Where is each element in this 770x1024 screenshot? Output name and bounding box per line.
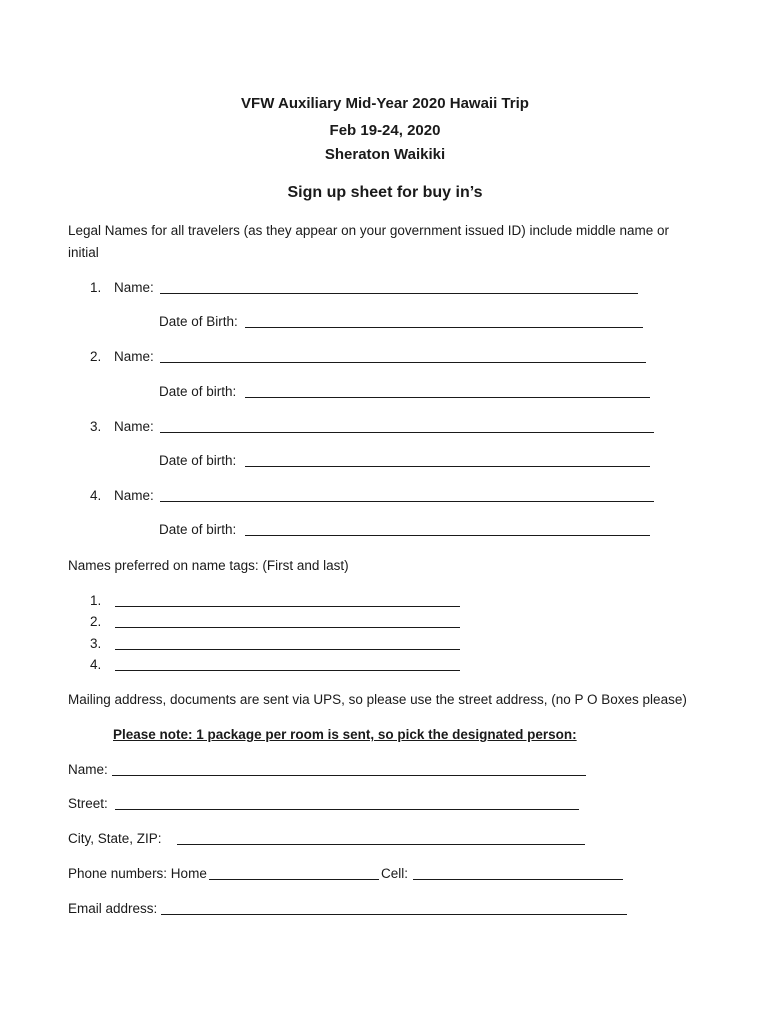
traveler-2-name-field[interactable] [160, 362, 646, 363]
traveler-1-dob-field[interactable] [245, 327, 643, 328]
name-tags-label: Names preferred on name tags: (First and last) [68, 558, 349, 573]
traveler-3-name-label: Name: [114, 419, 154, 434]
title-line-3: Sheraton Waikiki [324, 146, 446, 163]
traveler-1-name-label: Name: [114, 280, 154, 295]
traveler-2-name-label: Name: [114, 349, 154, 364]
subtitle: Sign up sheet for buy in’s [287, 184, 483, 201]
traveler-2-number: 2. [90, 349, 102, 364]
phone-cell-field[interactable] [413, 879, 623, 880]
intro-line-2: initial [68, 245, 99, 260]
traveler-3-name-field[interactable] [160, 432, 654, 433]
title-line-2: Feb 19-24, 2020 [329, 122, 441, 139]
phone-home-field[interactable] [209, 879, 379, 880]
mailing-instructions: Mailing address, documents are sent via UPS, so please use the street address, (no P O Boxes please) [68, 692, 687, 707]
traveler-3-dob-field[interactable] [245, 466, 650, 467]
name-tag-4-number: 4. [90, 657, 102, 672]
traveler-4-name-label: Name: [114, 488, 154, 503]
email-field[interactable] [161, 914, 627, 915]
name-tag-1-field[interactable] [115, 606, 460, 607]
traveler-1-dob-label: Date of Birth: [159, 314, 238, 329]
mailing-note: Please note: 1 package per room is sent, so pick the designated person: [113, 727, 577, 742]
traveler-1-number: 1. [90, 280, 102, 295]
traveler-2-dob-label: Date of birth: [159, 384, 237, 399]
traveler-4-dob-field[interactable] [245, 535, 650, 536]
traveler-4-dob-label: Date of birth: [159, 522, 237, 537]
mailing-name-field[interactable] [112, 775, 586, 776]
street-field[interactable] [115, 809, 579, 810]
traveler-3-number: 3. [90, 419, 102, 434]
name-tag-2-number: 2. [90, 614, 102, 629]
city-state-zip-field[interactable] [177, 844, 585, 845]
name-tag-1-number: 1. [90, 593, 102, 608]
name-tag-3-number: 3. [90, 636, 102, 651]
title-line-1: VFW Auxiliary Mid-Year 2020 Hawaii Trip [241, 95, 529, 112]
city-state-zip-label: City, State, ZIP: [68, 831, 162, 846]
traveler-2-dob-field[interactable] [245, 397, 650, 398]
traveler-3-dob-label: Date of birth: [159, 453, 237, 468]
traveler-1-name-field[interactable] [160, 293, 638, 294]
email-label: Email address: [68, 901, 158, 916]
phone-home-label: Phone numbers: Home [68, 866, 207, 881]
street-label: Street: [68, 796, 108, 811]
phone-cell-label: Cell: [381, 866, 409, 881]
mailing-name-label: Name: [68, 762, 108, 777]
traveler-4-number: 4. [90, 488, 102, 503]
traveler-4-name-field[interactable] [160, 501, 654, 502]
name-tag-3-field[interactable] [115, 649, 460, 650]
intro-line-1: Legal Names for all travelers (as they appear on your government issued ID) include middle name or [68, 223, 670, 238]
name-tag-4-field[interactable] [115, 670, 460, 671]
name-tag-2-field[interactable] [115, 627, 460, 628]
